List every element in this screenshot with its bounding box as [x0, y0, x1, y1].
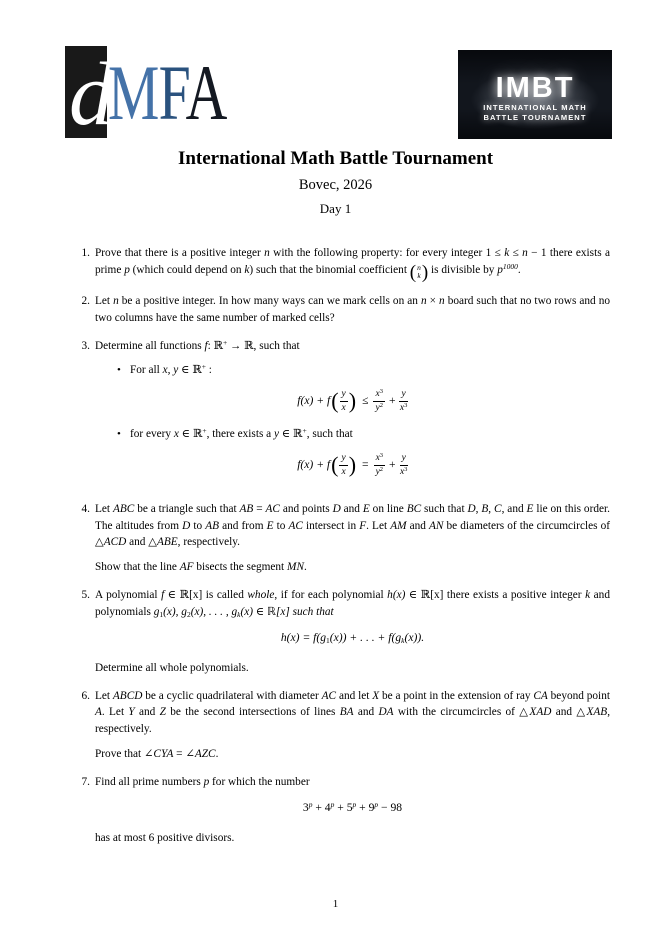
text-run: Find all prime numbers	[95, 775, 204, 788]
math-run: D	[332, 503, 341, 516]
left-paren: (	[409, 261, 417, 283]
numerator: y	[400, 453, 408, 466]
document-day: Day 1	[319, 201, 352, 216]
math-run: n	[522, 247, 528, 259]
right-paren: )	[421, 261, 429, 283]
math-run: x	[399, 402, 405, 413]
text-run: be the second intersections of lines	[165, 706, 340, 719]
imbt-logo	[458, 50, 612, 139]
relation-symbol: ≤	[362, 394, 369, 408]
fraction	[374, 453, 385, 478]
superscript: 3	[379, 387, 383, 395]
formula-equality	[95, 453, 610, 478]
text-run: and	[340, 503, 363, 516]
text-run: . Let	[101, 706, 129, 719]
text-run: .	[215, 747, 219, 760]
superscript: +	[201, 362, 206, 372]
text-run: be a positive integer. In how many ways can we mark cells on an	[118, 295, 421, 308]
numerator	[374, 453, 385, 466]
problem-5-outro: Determine all whole polynomials.	[95, 661, 249, 674]
math-run: AF	[179, 560, 194, 573]
problem-6	[78, 688, 610, 762]
problem-5	[78, 587, 610, 676]
text-run: and	[406, 519, 429, 532]
page-header	[0, 0, 671, 148]
math-run: k	[585, 588, 591, 601]
plus-symbol: +	[389, 457, 396, 471]
text-run: Let	[95, 295, 114, 308]
text-run: − 98	[378, 801, 403, 815]
text-run: 1 ≤	[485, 247, 505, 259]
left-paren: (	[331, 452, 339, 478]
math-run: CA	[533, 689, 548, 702]
text-run: be a triangle such that	[134, 503, 240, 516]
text-run: , there exists a	[206, 427, 275, 440]
text-run: Determine all functions	[95, 339, 205, 352]
text-run: For all	[130, 364, 163, 377]
problem-5-text	[95, 587, 610, 620]
superscript: p	[308, 800, 313, 810]
superscript: p	[330, 800, 335, 810]
math-run: x	[375, 452, 380, 463]
math-run: n	[113, 295, 119, 308]
math-run: ABCD	[112, 689, 143, 702]
math-run: y	[274, 427, 280, 440]
problem-5-body	[95, 587, 610, 676]
subscript: 1	[159, 609, 164, 619]
imbt-logo-acronym: IMBT	[495, 72, 575, 104]
problem-4-show	[95, 559, 610, 576]
superscript: 3	[404, 465, 408, 473]
binomial-coefficient	[410, 263, 428, 282]
bullet-dot: •	[117, 364, 121, 377]
text-run: (which could depend on	[129, 263, 245, 276]
plus-symbol: +	[388, 394, 396, 408]
right-paren: )	[348, 452, 357, 478]
denominator: x	[341, 402, 346, 413]
problem-7-number: 7.	[81, 775, 90, 788]
math-run: CYA	[153, 747, 174, 760]
math-run: g	[153, 605, 160, 618]
text-run: is divisible by	[428, 263, 498, 276]
text-run: for which the number	[209, 775, 310, 788]
text-run: , respectively.	[177, 536, 240, 549]
math-run: f	[204, 339, 208, 352]
math-run: AM	[390, 519, 407, 532]
text-run: intersect in	[302, 519, 360, 532]
math-run: n	[264, 247, 270, 259]
text-run: + 9	[356, 801, 375, 815]
text-run: A polynomial	[95, 588, 162, 601]
math-run: x	[375, 388, 380, 399]
math-run: XAD	[529, 706, 552, 719]
denominator	[400, 402, 407, 414]
text-run: .	[303, 560, 307, 573]
problem-6-prove	[95, 746, 610, 763]
math-run: (x), . . . , g	[190, 605, 238, 618]
math-run: BC	[406, 503, 422, 516]
text-run: ,	[475, 503, 482, 516]
binom-bottom: k	[417, 271, 421, 281]
text-run: → ℝ, such that	[227, 339, 300, 352]
text-run: ×	[426, 295, 440, 308]
text-run: + 4	[312, 801, 331, 815]
superscript: p	[352, 800, 357, 810]
math-run: f	[161, 588, 165, 601]
math-run: AB	[239, 503, 254, 516]
problem-4-number: 4.	[81, 503, 90, 516]
text-run: ∈ ℝ[x] there exists a positive integer	[405, 588, 586, 601]
text-run: .	[517, 263, 521, 276]
problem-2-body	[95, 293, 610, 326]
problem-7-outro: has at most 6 positive divisors.	[95, 831, 235, 844]
denominator: x	[341, 466, 346, 477]
text-run: =	[253, 503, 266, 516]
math-run: p	[203, 775, 210, 788]
page-footer	[0, 898, 671, 910]
numerator	[373, 389, 384, 402]
math-run: h(x)	[387, 588, 406, 601]
math-run: A	[95, 706, 102, 719]
text-run: Prove that there is a positive integer	[95, 247, 265, 259]
denominator	[400, 466, 407, 478]
math-run: f(x) + f	[297, 457, 331, 471]
math-run: x	[173, 427, 179, 440]
math-run: ABC	[112, 503, 135, 516]
problem-7	[78, 774, 610, 847]
relation-symbol: =	[362, 457, 369, 471]
text-run: − 1 there exists a prime	[95, 247, 610, 276]
math-run: AZC	[194, 747, 216, 760]
binom-top: n	[417, 263, 421, 273]
problem-7-intro	[95, 774, 610, 791]
text-run: , and	[501, 503, 527, 516]
math-run: DA	[378, 706, 394, 719]
text-run: . Let	[366, 519, 391, 532]
math-run: XAB	[586, 706, 608, 719]
dmfa-logo-letter-a: A	[185, 49, 227, 136]
denominator	[375, 402, 382, 414]
dmfa-logo-d: d	[69, 45, 114, 144]
fraction	[400, 453, 408, 478]
text-run: and	[134, 706, 160, 719]
problem-4	[78, 501, 610, 575]
problem-1	[78, 245, 610, 282]
problem-1-number: 1.	[81, 247, 90, 259]
text-run: board such that no two rows and no two columns have the same number of marked cells?	[95, 295, 611, 324]
bullet-item-2	[95, 426, 610, 443]
dmfa-logo-black-box	[65, 45, 114, 144]
text-run: and from	[219, 519, 267, 532]
text-run: , such that	[306, 427, 353, 440]
math-run: h(x) = f(g	[280, 631, 327, 645]
math-run: AC	[265, 503, 280, 516]
text-run: be diameters of the circumcircles of △	[95, 519, 611, 549]
superscript: p	[374, 800, 379, 810]
math-run: F	[359, 519, 367, 532]
subscript: k	[401, 636, 405, 646]
math-run: AN	[429, 519, 444, 532]
problem-6-body	[95, 688, 610, 762]
text-run: and △	[551, 706, 587, 719]
dmfa-logo	[65, 45, 245, 144]
math-run: (x)) + . . . + f(g	[329, 631, 402, 645]
text-run: and △	[126, 536, 157, 549]
text-run: = ∠	[173, 747, 195, 760]
problem-6-number: 6.	[81, 689, 90, 702]
problem-1-text	[95, 245, 610, 282]
numerator: y	[340, 389, 348, 402]
numerator: y	[399, 389, 407, 402]
problem-3-intro	[95, 338, 610, 355]
text-run: with the following property: for every integer	[269, 247, 486, 259]
math-run: ABE	[156, 536, 178, 549]
math-run: E	[526, 503, 534, 516]
subscript: k	[237, 609, 241, 619]
math-run: MN	[287, 560, 304, 573]
text-run: ≤	[509, 247, 523, 259]
problem-3-number: 3.	[81, 339, 90, 352]
text-run: to	[190, 519, 206, 532]
math-run: D	[182, 519, 191, 532]
math-run: C	[494, 503, 502, 516]
dmfa-logo-letter-f: F	[158, 49, 186, 136]
text-run: 3	[302, 801, 309, 815]
math-run: (x) ∈ ℝ[x] such that	[240, 605, 334, 618]
math-run: ACD	[103, 536, 127, 549]
text-run: ∈ ℝ	[178, 427, 203, 440]
fraction	[339, 453, 347, 478]
math-run: p	[124, 263, 130, 276]
superscript: +	[202, 425, 207, 435]
math-run: (x), g	[163, 605, 187, 618]
text-run: Let	[95, 689, 113, 702]
superscript: 3	[404, 401, 408, 409]
bullet-item-1	[95, 362, 610, 379]
text-run: such that	[421, 503, 468, 516]
binom-stack	[417, 264, 421, 280]
math-run: AC	[321, 689, 337, 702]
text-run: : ℝ	[207, 339, 223, 352]
text-run: to	[273, 519, 289, 532]
math-run: k	[504, 247, 510, 259]
math-run: B	[481, 503, 489, 516]
superscript: +	[302, 425, 307, 435]
imbt-logo-line2: BATTLE TOURNAMENT	[483, 112, 587, 122]
math-run: x, y	[162, 364, 179, 377]
subscript: 1	[326, 636, 330, 646]
text-run: , if for each polynomial	[274, 588, 388, 601]
problem-3-body	[95, 338, 610, 490]
text-run: ∈ ℝ	[279, 427, 303, 440]
problem-1-body	[95, 245, 610, 282]
text-run: Show that the line	[95, 560, 180, 573]
bullet-1-text	[130, 362, 610, 379]
problem-3	[78, 338, 610, 490]
math-run: f(x) + f	[297, 394, 331, 408]
superscript: 3	[379, 451, 384, 459]
formula-whole-polynomial	[95, 630, 610, 647]
math-run: n	[420, 295, 427, 308]
problem-4-body	[95, 501, 610, 575]
right-paren: )	[348, 388, 357, 414]
left-paren: (	[331, 388, 339, 414]
fraction	[373, 389, 384, 414]
math-run: y	[375, 402, 380, 413]
page-number: 1	[332, 898, 339, 910]
math-run: k	[244, 263, 250, 276]
math-run: AB	[205, 519, 220, 532]
text-run: ∈ ℝ[x] is called	[164, 588, 248, 601]
fraction	[399, 389, 407, 414]
problem-5-number: 5.	[81, 588, 90, 601]
text-run: + 5	[334, 801, 353, 815]
math-run: n	[439, 295, 445, 308]
superscript: +	[222, 337, 228, 347]
text-run: on line	[369, 503, 407, 516]
text-run: beyond point	[547, 689, 610, 702]
superscript: 2	[379, 401, 383, 409]
text-run: with the circumcircles of △	[393, 706, 530, 719]
math-run: D	[467, 503, 476, 516]
bullet-2-text	[130, 426, 610, 443]
text-run: bisects the segment	[193, 560, 288, 573]
text-run: be a point in the extension of ray	[379, 689, 534, 702]
problem-7-body	[95, 774, 610, 847]
text-run: , respectively.	[95, 706, 611, 735]
dmfa-logo-letter-m: M	[108, 49, 159, 136]
subscript: 2	[186, 609, 191, 619]
text-run: Prove that ∠	[95, 747, 154, 760]
text-run: and	[353, 706, 379, 719]
math-run: x	[399, 466, 405, 477]
text-run: lie on this order. The altitudes from	[95, 503, 610, 532]
problem-6-text	[95, 688, 610, 738]
problem-2-number: 2.	[81, 295, 90, 308]
text-run: and points	[279, 503, 333, 516]
superscript: 1000	[502, 261, 518, 271]
denominator	[376, 466, 383, 478]
math-run: AC	[288, 519, 303, 532]
problem-4-text	[95, 501, 610, 551]
math-run: (x)).	[404, 631, 425, 645]
text-run: and let	[336, 689, 373, 702]
text-run: :	[205, 364, 212, 377]
fraction	[340, 389, 348, 414]
imbt-logo-line1: INTERNATIONAL MATH	[483, 103, 587, 112]
math-run: E	[266, 519, 274, 532]
formula-prime-sum	[95, 800, 610, 817]
text-run: be a cyclic quadrilateral with diameter	[142, 689, 322, 702]
text-run: Let	[95, 503, 113, 516]
numerator: y	[339, 453, 347, 466]
text-run: ∈ ℝ	[178, 364, 202, 377]
math-run: Z	[159, 706, 166, 719]
text-run: for every	[130, 427, 174, 440]
problem-list	[78, 245, 610, 846]
math-run: BA	[339, 706, 354, 719]
text-run: ) such that the binomial coefficient	[249, 263, 410, 276]
text-run: and polynomials	[95, 588, 610, 618]
math-run: X	[372, 689, 380, 702]
math-run: E	[362, 503, 370, 516]
dmfa-logo-mfa	[108, 49, 227, 136]
emphasis-run: whole	[247, 588, 275, 601]
math-run: p	[497, 263, 503, 276]
document-subtitle: Bovec, 2026	[298, 177, 373, 193]
problem-2-text	[95, 293, 610, 326]
problem-2	[78, 293, 610, 326]
math-run: Y	[128, 706, 135, 719]
math-run: y	[375, 466, 380, 477]
document-title: International Math Battle Tournament	[177, 148, 494, 169]
formula-inequality	[95, 389, 610, 414]
bullet-dot: •	[117, 427, 121, 440]
superscript: 2	[379, 465, 384, 473]
text-run: ,	[488, 503, 495, 516]
